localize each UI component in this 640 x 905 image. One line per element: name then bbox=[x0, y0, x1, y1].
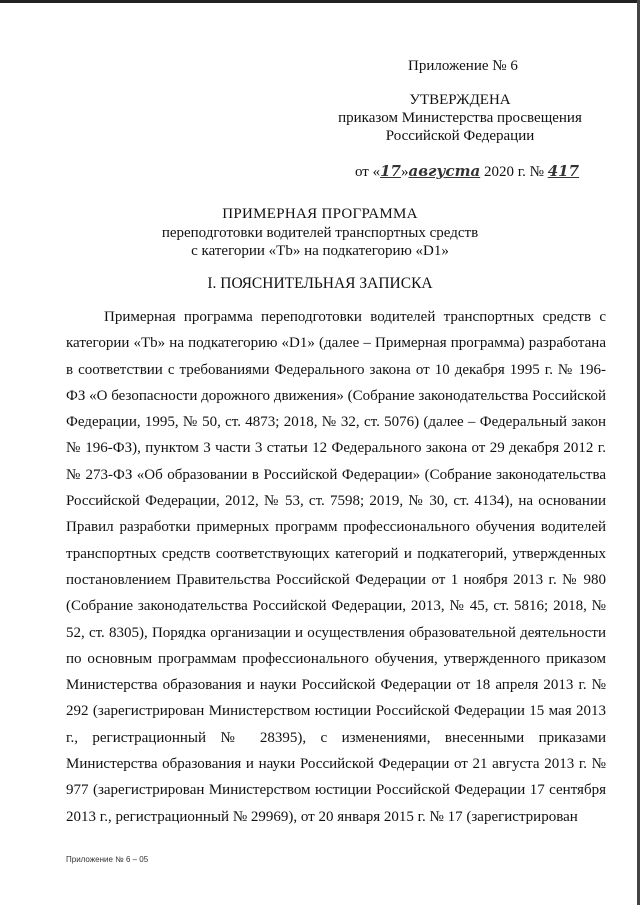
scan-top-edge bbox=[0, 0, 640, 3]
body-paragraph: Примерная программа переподготовки водителей транспортных средств с категории «Tb» на подкатегорию «D1» (далее – Примерная программа) разработана в соответствии с требованиями Федерального закона от 10 декабря 1995 г. № 196-ФЗ «О безопасности дорожного движения» (Собрание законодательства Российской Федерации, 1995, № 50, ст. 4873; 2018, № 32, ст. 5076) (далее – Федеральный закон № 196-ФЗ), пунктом 3 части 3 статьи 12 Федерального закона от 29 декабря 2012 г. № 273-ФЗ «Об образовании в Российской Федерации» (Собрание законодательства Российской Федерации, 2012, № 53, ст. 7598; 2019, № 30, ст. 4134), на основании Правил разработки примерных программ профессионального обучения водителей транспортных средств соответствующих категорий и подкатегорий, утвержденных постановлением Правительства Российской Федерации от 1 ноября 2013 г. № 980 (Собрание законодательства Российской Федерации, 2013, № 45, ст. 5816; 2018, № 52, ст. 8305), Порядка организации и осуществления образовательной деятельности по основным программам профессионального обучения, утвержденного приказом Министерства образования и науки Российской Федерации от 18 апреля 2013 г. № 292 (зарегистрирован Министерством юстиции Российской Федерации 15 мая 2013 г., регистрационный № 28395), с изменениями, внесенными приказами Министерства образования и науки Российской Федерации от 21 августа 2013 г. № 977 (зарегистрирован Министерством юстиции Российской Федерации 17 сентября 2013 г., регистрационный № 29969), от 20 января 2015 г. № 17 (зарегистрирован bbox=[66, 309, 606, 825]
date-prefix: от « bbox=[355, 164, 381, 180]
date-year: 2020 г. № bbox=[480, 164, 548, 180]
program-title: ПРИМЕРНАЯ ПРОГРАММА bbox=[222, 206, 418, 222]
approved-by-line1: приказом Министерства просвещения bbox=[338, 110, 582, 126]
handwritten-month: августа bbox=[408, 162, 481, 180]
approved-by-line2: Российской Федерации bbox=[385, 128, 535, 144]
date-mid: » bbox=[400, 164, 409, 180]
appendix-number: Приложение № 6 bbox=[408, 58, 518, 74]
section-heading: I. ПОЯСНИТЕЛЬНАЯ ЗАПИСКА bbox=[207, 275, 433, 292]
page-footer: Приложение № 6 – 05 bbox=[66, 855, 149, 864]
order-date-line bbox=[355, 162, 579, 181]
handwritten-day: 17 bbox=[380, 162, 401, 180]
handwritten-order-number: 417 bbox=[547, 162, 580, 180]
program-subtitle-line1: переподготовки водителей транспортных средств bbox=[161, 225, 479, 241]
program-subtitle-line2: с категории «Tb» на подкатегорию «D1» bbox=[191, 243, 449, 259]
approved-stamp-text: УТВЕРЖДЕНА bbox=[409, 92, 511, 108]
